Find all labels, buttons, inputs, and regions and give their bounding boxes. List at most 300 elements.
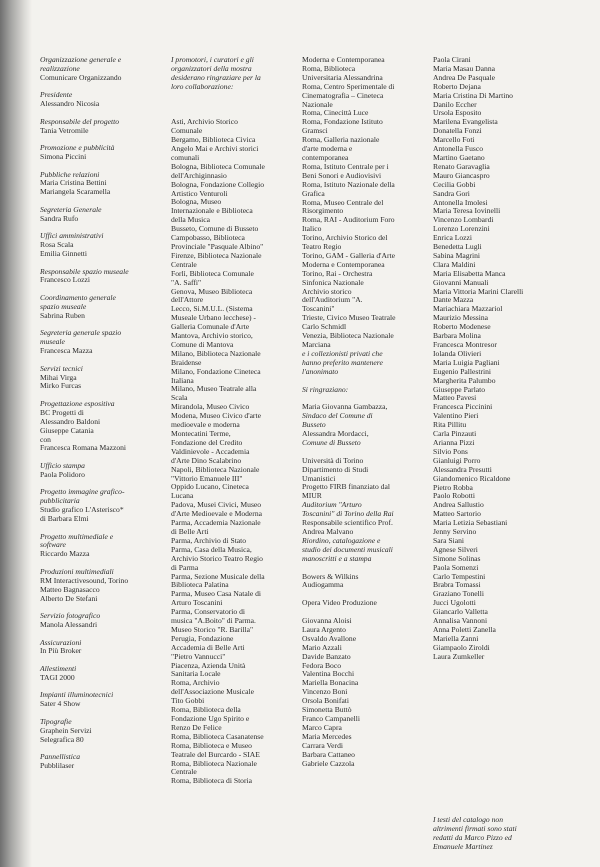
- staff-role: museale: [40, 337, 65, 347]
- staff-person: BC Progetti di: [40, 407, 84, 417]
- text-line: Roma, Istituto Centrale per i: [302, 161, 389, 171]
- text-line: Valdinievole - Accademia: [171, 446, 250, 456]
- text-line: Renzo De Felice: [171, 722, 222, 732]
- text-line: di Parma: [171, 562, 199, 572]
- thanked-person: Jenny Servino: [433, 527, 477, 537]
- staff-person: Maria Cristina Bettini: [40, 178, 107, 188]
- thanked-person: Paola Cirani: [433, 55, 471, 64]
- text-line: Napoli, Biblioteca Nazionale: [171, 464, 260, 474]
- thanked-person: Benedetta Lugli: [433, 242, 482, 252]
- text-line: dell'Associazione Musicale: [171, 687, 254, 697]
- text-line: Roma, Biblioteca di Storia: [171, 776, 252, 786]
- italic-text-line: loro collaborazione:: [171, 81, 234, 91]
- thanked-person: Enrica Lozzi: [433, 233, 472, 243]
- staff-role: Responsabile del progetto: [40, 116, 120, 126]
- acknowledgements-column-institutions-2: [302, 56, 428, 768]
- thanked-person: Rita Pillitu: [433, 420, 467, 430]
- thanked-person: Matteo Pavesi: [433, 393, 477, 403]
- thanked-person: Paola Somenzi: [433, 562, 479, 572]
- text-line: Biblioteca Palatina: [171, 580, 229, 590]
- text-line: Barbara Cattaneo: [302, 749, 355, 759]
- staff-group: [40, 171, 168, 198]
- thanked-person: Maria Letizia Sebastiani: [433, 518, 508, 528]
- thanked-person: Francesca Piccinini: [433, 402, 493, 412]
- staff-person: Simona Piccini: [40, 152, 87, 162]
- thanked-person: Annalisa Vannoni: [433, 616, 488, 626]
- text-line: Osvaldo Avallone: [302, 633, 357, 643]
- text-line: Parma, Accademia Nazionale: [171, 518, 261, 528]
- thanked-person: Mauro Giancaspro: [433, 170, 490, 180]
- staff-group: [40, 568, 168, 604]
- text-line: Torino, Archivio Storico del: [302, 233, 388, 243]
- staff-role: Servizi tecnici: [40, 363, 83, 373]
- text-line: Parma, Conservatorio di: [171, 607, 246, 617]
- text-line: Italiana: [171, 375, 194, 385]
- staff-role: Organizzazione generale e: [40, 55, 122, 64]
- text-line: Teatrale del Burcardo - SIAE: [171, 749, 260, 759]
- text-line: Carlo Schmidl: [302, 322, 347, 332]
- text-line: d'Arte Medioevale e Moderna: [171, 509, 262, 519]
- thanked-person: Maria Vittoria Marini Clarelli: [433, 286, 524, 296]
- staff-person: Sabrina Ruben: [40, 310, 85, 320]
- italic-text-line: Sindaco del Comune di: [302, 411, 373, 421]
- text-line: Nazionale: [302, 99, 333, 109]
- thanked-person: Jucci Ugolotti: [433, 598, 476, 608]
- staff-group: [40, 206, 168, 224]
- thanked-person: Matteo Sartorio: [433, 509, 481, 519]
- text-line: Sanitaria Locale: [171, 669, 221, 679]
- staff-person: Riccardo Mazza: [40, 549, 90, 559]
- text-line: Gramsci: [302, 126, 328, 136]
- thanked-person: Mariella Zanni: [433, 633, 479, 643]
- text-line: Parma, Sezione Musicale della: [171, 571, 265, 581]
- staff-role: Pubbliche relazioni: [40, 169, 100, 179]
- text-line: Bologna, Biblioteca Comunale: [171, 161, 265, 171]
- text-line: Maria Mercedes: [302, 731, 352, 741]
- staff-person: Sandra Rufo: [40, 213, 79, 223]
- text-line: Firenze, Biblioteca Nazionale: [171, 250, 262, 260]
- staff-role: Segreteria Generale: [40, 204, 102, 214]
- text-line: Comune di Mantova: [171, 339, 234, 349]
- text-line: Davide Banzato: [302, 651, 351, 661]
- text-line: Roma, Galleria nazionale: [302, 135, 380, 145]
- blank-line: [171, 101, 297, 110]
- staff-person: Mariangela Scaramella: [40, 187, 111, 197]
- italic-text-line: Busseto: [302, 420, 326, 430]
- thanked-person: Maria Cristina Di Martino: [433, 90, 513, 100]
- staff-group: [40, 665, 168, 683]
- thanked-person: Dante Mazza: [433, 295, 474, 305]
- text-line: Roma, Museo Centrale del: [302, 197, 384, 207]
- thanked-person: Laura Zumkeller: [433, 651, 485, 661]
- thanked-person: Andrea De Pasquale: [433, 72, 495, 82]
- staff-role: Allestimenti: [40, 663, 77, 673]
- text-line: Fedora Boco: [302, 660, 342, 670]
- text-line: Carrara Verdi: [302, 740, 343, 750]
- staff-role: spazio museale: [40, 301, 87, 311]
- thanked-person: Francesca Montresor: [433, 340, 497, 349]
- text-line: Moderna e Contemporanea: [302, 259, 385, 269]
- staff-group: [40, 268, 168, 286]
- staff-role: Progetto multimediale e: [40, 531, 114, 541]
- thanked-person: Iolanda Olivieri: [433, 348, 482, 358]
- text-line: Mario Azzali: [302, 642, 342, 652]
- text-line: Centrale: [171, 259, 197, 269]
- thanked-person: Marilena Evangelista: [433, 117, 498, 127]
- staff-person: RM Interactivesound, Torino: [40, 575, 129, 585]
- text-line: Archivio Storico Teatro Regio: [171, 553, 263, 563]
- text-line: Grafica: [302, 188, 325, 198]
- text-line: dell'Archiginnasio: [171, 170, 227, 180]
- staff-person: Rosa Scala: [40, 240, 74, 250]
- italic-text-line: hanno preferito mantenere: [302, 357, 383, 367]
- text-line: Centrale: [171, 767, 197, 777]
- staff-group: [40, 612, 168, 630]
- staff-group: [40, 718, 168, 745]
- text-line: Toscanini": [302, 304, 335, 314]
- staff-group: [40, 365, 168, 392]
- text-line: Museo Storico "R. Barilla": [171, 624, 254, 634]
- staff-person: Mirko Furcas: [40, 381, 82, 391]
- text-line: Responsabile scientifico Prof.: [302, 518, 393, 528]
- text-line: Andrea Malvano: [302, 526, 354, 536]
- thanked-person: Graziano Tonelli: [433, 589, 484, 599]
- italic-text-line: organizzatori della mostra: [171, 63, 252, 73]
- text-line: Genova, Museo Biblioteca: [171, 286, 253, 296]
- text-line: Simonetta Buttò: [302, 705, 352, 715]
- staff-group: [40, 639, 168, 657]
- staff-role: Ufficio stampa: [40, 460, 85, 470]
- text-line: Marciana: [302, 340, 331, 349]
- text-line: Universitaria Alessandrina: [302, 72, 383, 82]
- text-line: Arturo Toscanini: [171, 598, 223, 608]
- text-line: "Vittorio Emanuele III": [171, 473, 243, 483]
- italic-text-line: studio dei documenti musicali: [302, 544, 393, 554]
- staff-role: Progetto immagine grafico-: [40, 487, 125, 497]
- text-line: Gabriele Cazzola: [302, 758, 355, 768]
- text-line: di Belle Arti: [171, 526, 209, 536]
- staff-person: Emilia Ginnetti: [40, 249, 88, 259]
- thanked-person: Giovanni Manuali: [433, 277, 489, 287]
- thanked-person: Sabina Magrini: [433, 250, 481, 260]
- staff-person: Selegrafica 80: [40, 734, 84, 744]
- text-line: Perugia, Fondazione: [171, 633, 234, 643]
- text-line: Roma, Cinecittà Luce: [302, 108, 369, 118]
- text-line: Roma, Biblioteca Casanatense: [171, 731, 264, 741]
- staff-person: TAGI 2000: [40, 672, 75, 682]
- staff-person: Francesco Lozzi: [40, 275, 90, 285]
- staff-group: [40, 91, 168, 109]
- staff-role: Promozione e pubblicità: [40, 143, 115, 153]
- thanked-person: Giandomenico Ricaldone: [433, 473, 511, 483]
- text-line: Bergamo, Biblioteca Civica: [171, 135, 256, 145]
- staff-group: [40, 691, 168, 709]
- italic-text-line: e i collezionisti privati che: [302, 348, 383, 358]
- thanked-person: Maurizio Messina: [433, 313, 489, 323]
- text-line: Montecatini Terme,: [171, 429, 231, 439]
- text-line: MIUR: [302, 491, 322, 501]
- text-line: Roma, Biblioteca e Museo: [171, 740, 252, 750]
- text-line: Alessandra Mordacci,: [302, 429, 369, 439]
- text-line: Parma, Archivio di Stato: [171, 535, 247, 545]
- staff-group: [40, 294, 168, 321]
- text-line: Progetto FIRB finanziato dal: [302, 482, 390, 492]
- staff-person: Matteo Bagnasacco: [40, 584, 100, 594]
- thanked-person: Paolo Robotti: [433, 491, 475, 501]
- thanked-person: Maria Teresa Iovinelli: [433, 206, 501, 216]
- staff-role: Uffici amministrativi: [40, 231, 104, 241]
- italic-text-line: Toscanini" di Torino della Rai: [302, 509, 394, 519]
- staff-group: [40, 232, 168, 259]
- staff-person: Mihai Virga: [40, 372, 77, 382]
- staff-group: [40, 144, 168, 162]
- thanked-person: Giancarlo Valletta: [433, 607, 488, 617]
- thanked-person: Eugenio Pallestrini: [433, 366, 491, 376]
- text-line: dell'Attore: [171, 295, 204, 305]
- text-line: Opera Video Produzione: [302, 598, 377, 608]
- text-line: Fondazione Ugo Spirito e: [171, 714, 250, 724]
- thanked-person: Renato Garavaglia: [433, 161, 490, 171]
- thanked-person: Maria Masau Danna: [433, 63, 495, 73]
- text-line: Comunale: [171, 126, 203, 136]
- thanked-person: Margherita Palumbo: [433, 375, 496, 385]
- text-line: Roma, Biblioteca: [302, 63, 356, 73]
- text-line: Tito Gobbi: [171, 696, 205, 706]
- italic-text-line: Si ringraziano:: [302, 384, 349, 394]
- text-line: Dipartimento di Studi: [302, 464, 369, 474]
- italic-text-line: manoscritti e a stampa: [302, 553, 372, 563]
- staff-role: Coordinamento generale: [40, 292, 116, 302]
- text-line: Campobasso, Biblioteca: [171, 233, 245, 243]
- text-line: Archivio storico: [302, 286, 352, 296]
- text-line: Fondazione del Credito: [171, 437, 243, 447]
- thanked-person: Maria Elisabetta Manca: [433, 268, 506, 278]
- text-line: Risorgimento: [302, 206, 344, 216]
- staff-role: Presidente: [40, 90, 73, 100]
- staff-person: Pubblilaser: [40, 760, 75, 770]
- text-line: Milano, Biblioteca Nazionale: [171, 348, 261, 358]
- thanked-person: Brabra Tomassi: [433, 580, 481, 590]
- text-line: Provinciale "Pasquale Albino": [171, 241, 264, 251]
- staff-role: realizzazione: [40, 63, 80, 73]
- staff-group: [40, 533, 168, 560]
- staff-person: Giuseppe Catania: [40, 425, 94, 435]
- thanked-person: Roberto Modenese: [433, 322, 491, 332]
- text-line: Bologna, Museo: [171, 197, 222, 207]
- italic-text-line: l'anonimato: [302, 366, 339, 376]
- staff-role: Assicurazioni: [40, 637, 82, 647]
- italic-text-line: I promotori, i curatori e gli: [171, 55, 254, 64]
- staff-group: [40, 753, 168, 771]
- staff-person: Francesca Romana Mazzoni: [40, 443, 127, 453]
- text-line: Torino, Rai - Orchestra: [302, 268, 373, 278]
- text-line: Galleria Comunale d'Arte: [171, 322, 250, 332]
- text-line: Museale Urbano lecchese) -: [171, 313, 256, 323]
- text-line: Orsola Bonifati: [302, 696, 350, 706]
- italic-text-line: Comune di Busseto: [302, 437, 361, 447]
- thanked-person: Cecilia Gobbi: [433, 179, 476, 189]
- text-line: Marco Capra: [302, 722, 342, 732]
- staff-person: Tania Vetromile: [40, 125, 89, 135]
- thanked-person: Clara Maldini: [433, 259, 476, 269]
- staff-person: Studio grafico L'Asterisco*: [40, 505, 124, 515]
- text-line: Teatro Regio: [302, 242, 342, 252]
- text-line: Roma, Biblioteca Nazionale: [171, 758, 257, 768]
- text-line: Internazionale e Biblioteca: [171, 206, 253, 216]
- text-line: dell'Auditorium "A.: [302, 295, 363, 305]
- staff-group: [40, 488, 168, 524]
- staff-person: Manola Alessandri: [40, 620, 98, 629]
- credits-line: Emanuele Martinez: [433, 841, 493, 851]
- text-line: Roma, Centro Sperimentale di: [302, 81, 395, 91]
- text-line: Beni Sonori e Audiovisivi: [302, 170, 382, 180]
- thanked-person: Antonella Imolesi: [433, 197, 488, 207]
- staff-person: Sater 4 Show: [40, 699, 81, 709]
- thanked-person: Gianluigi Porro: [433, 455, 481, 465]
- thanked-person: Barbara Molina: [433, 331, 481, 341]
- staff-person: Paola Polidoro: [40, 469, 85, 479]
- thanked-person: Alessandra Presutti: [433, 464, 492, 474]
- text-line: Roma, Biblioteca della: [171, 705, 241, 715]
- thanked-person: Valentino Pieri: [433, 411, 479, 421]
- text-line: Cinematografia – Cineteca: [302, 90, 384, 100]
- text-line: Torino, GAM - Galleria d'Arte: [302, 250, 395, 260]
- staff-role: Servizio fotografico: [40, 611, 101, 621]
- thanked-person: Roberto Dejana: [433, 81, 481, 91]
- text-line: Roma, Archivio: [171, 678, 220, 688]
- text-line: comunali: [171, 152, 200, 162]
- text-line: Accademia di Belle Arti: [171, 642, 245, 652]
- blank-line: [171, 92, 297, 101]
- text-line: Padova, Musei Civici, Museo: [171, 500, 262, 510]
- text-line: Roma, RAI - Auditorium Foro: [302, 215, 395, 225]
- staff-role: Responsabile spazio museale: [40, 266, 129, 276]
- thanked-person: Pietro Robba: [433, 482, 473, 492]
- text-line: Mirandola, Museo Civico: [171, 402, 250, 412]
- staff-role: Progettazione espositiva: [40, 398, 115, 408]
- text-line: Lecco, Si.M.U.L. (Sistema: [171, 304, 253, 314]
- text-line: Braidense: [171, 357, 202, 367]
- text-line: Maria Giovanna Gambazza,: [302, 402, 388, 412]
- text-line: Valentina Bocchi: [302, 669, 355, 679]
- text-line: Piacenza, Azienda Unità: [171, 660, 246, 670]
- text-line: Angelo Mai e Archivi storici: [171, 144, 259, 154]
- staff-group: [40, 462, 168, 480]
- staff-role: Impianti illuminotecnici: [40, 690, 114, 700]
- text-line: Scala: [171, 393, 188, 403]
- text-line: Bologna, Fondazione Collegio: [171, 179, 265, 189]
- staff-group: [40, 400, 168, 453]
- staff-person: di Barbara Elmi: [40, 514, 89, 524]
- text-line: Parma, Museo Casa Natale di: [171, 589, 262, 599]
- staff-role: Pannellistica: [40, 752, 81, 762]
- thanked-person: Carlo Tempestini: [433, 571, 486, 581]
- staff-person: Alessandro Baldoni: [40, 416, 101, 426]
- italic-text-line: desiderano ringraziare per la: [171, 72, 261, 82]
- staff-role: software: [40, 540, 66, 550]
- text-line: Asti, Archivio Storico: [171, 117, 238, 127]
- text-line: Lucana: [171, 491, 194, 501]
- thanked-person: Marcello Foti: [433, 135, 475, 145]
- thanked-person: Sara Siani: [433, 535, 465, 545]
- text-line: Forlì, Biblioteca Comunale: [171, 268, 254, 278]
- thanked-person: Giuseppe Parlato: [433, 384, 486, 394]
- text-line: Audiogamma: [302, 580, 344, 590]
- credits-line: altrimenti firmati sono stati: [433, 823, 517, 833]
- text-line: Italico: [302, 224, 322, 234]
- thanked-person: Giampaolo Ziroldi: [433, 642, 490, 652]
- thanked-person: Sandra Gori: [433, 188, 470, 198]
- staff-role: Segreteria generale spazio: [40, 328, 122, 338]
- text-line: Roma, Istituto Nazionale della: [302, 179, 395, 189]
- italic-text-line: Riordino, catalogazione e: [302, 535, 381, 545]
- thanked-person: Danilo Eccher: [433, 99, 477, 109]
- text-line: medioevale e moderna: [171, 420, 240, 430]
- text-line: Umanistici: [302, 473, 336, 483]
- thanked-person: Mariachiara Mazzariol: [433, 304, 503, 314]
- thanked-person: Ursola Esposito: [433, 108, 482, 118]
- text-line: d'arte moderna e: [302, 144, 353, 154]
- thanked-person: Antonella Fusco: [433, 144, 483, 154]
- text-line: Trieste, Civico Museo Teatrale: [302, 313, 396, 323]
- text-line: Roma, Fondazione Istituto: [302, 117, 383, 127]
- text-line: Mantova, Archivio storico,: [171, 331, 253, 341]
- text-line: Giovanna Aloisi: [302, 616, 352, 625]
- staff-group: [40, 118, 168, 136]
- thanked-person: Martino Gaetano: [433, 152, 485, 162]
- thanked-person: Anna Poletti Zanella: [433, 625, 496, 634]
- text-line: musica "A.Boito" di Parma.: [171, 616, 256, 626]
- thanked-person: Maria Luigia Pagliani: [433, 357, 500, 367]
- thanked-person: Simone Solinas: [433, 553, 481, 563]
- staff-group: [40, 56, 168, 83]
- text-line: Vincenzo Boni: [302, 687, 348, 697]
- staff-group: [40, 329, 168, 356]
- staff-person: Alberto De Stefani: [40, 593, 98, 603]
- staff-role: pubblicitaria: [40, 496, 80, 506]
- staff-person: Alessandro Nicosia: [40, 99, 100, 109]
- text-line: Mariella Bonacina: [302, 678, 359, 688]
- text-line: Sinfonica Nazionale: [302, 277, 364, 287]
- thanked-person: Carla Pinzauti: [433, 429, 477, 439]
- staff-person: con: [40, 434, 51, 444]
- text-line: "Pietro Vannucci": [171, 651, 226, 661]
- staff-person: In Più Broker: [40, 646, 82, 656]
- text-line: Franco Campanelli: [302, 713, 360, 723]
- text-line: Parma, Casa della Musica,: [171, 544, 252, 554]
- thanked-person: Donatella Fonzi: [433, 126, 482, 136]
- thanked-person: Vincenzo Lombardi: [433, 215, 494, 225]
- staff-role: Tipografie: [40, 716, 72, 726]
- text-line: Bowers & Wilkins: [302, 571, 359, 581]
- thanked-person: Arianna Pizzi: [433, 437, 475, 447]
- italic-text-line: Auditorium "Arturo: [302, 500, 362, 510]
- staff-person: Graphein Servizi: [40, 725, 92, 735]
- acknowledgements-column-names: [433, 56, 573, 662]
- text-line: Artistico Venturoli: [171, 188, 228, 198]
- text-line: Venezia, Biblioteca Nazionale: [302, 331, 394, 341]
- text-line: Laura Argento: [302, 624, 346, 634]
- text-line: Busseto, Comune di Busseto: [171, 224, 259, 234]
- text-line: d'Arte Dino Scalabrino: [171, 455, 242, 465]
- staff-person: Francesca Mazza: [40, 346, 93, 356]
- staff-role: Produzioni multimediali: [40, 566, 114, 576]
- text-line: "A. Saffi": [171, 277, 202, 287]
- thanked-person: Andrea Sallustio: [433, 500, 484, 510]
- text-line: contemporanea: [302, 152, 349, 162]
- text-line: della Musica: [171, 215, 211, 225]
- thanked-person: Silvio Pons: [433, 446, 468, 456]
